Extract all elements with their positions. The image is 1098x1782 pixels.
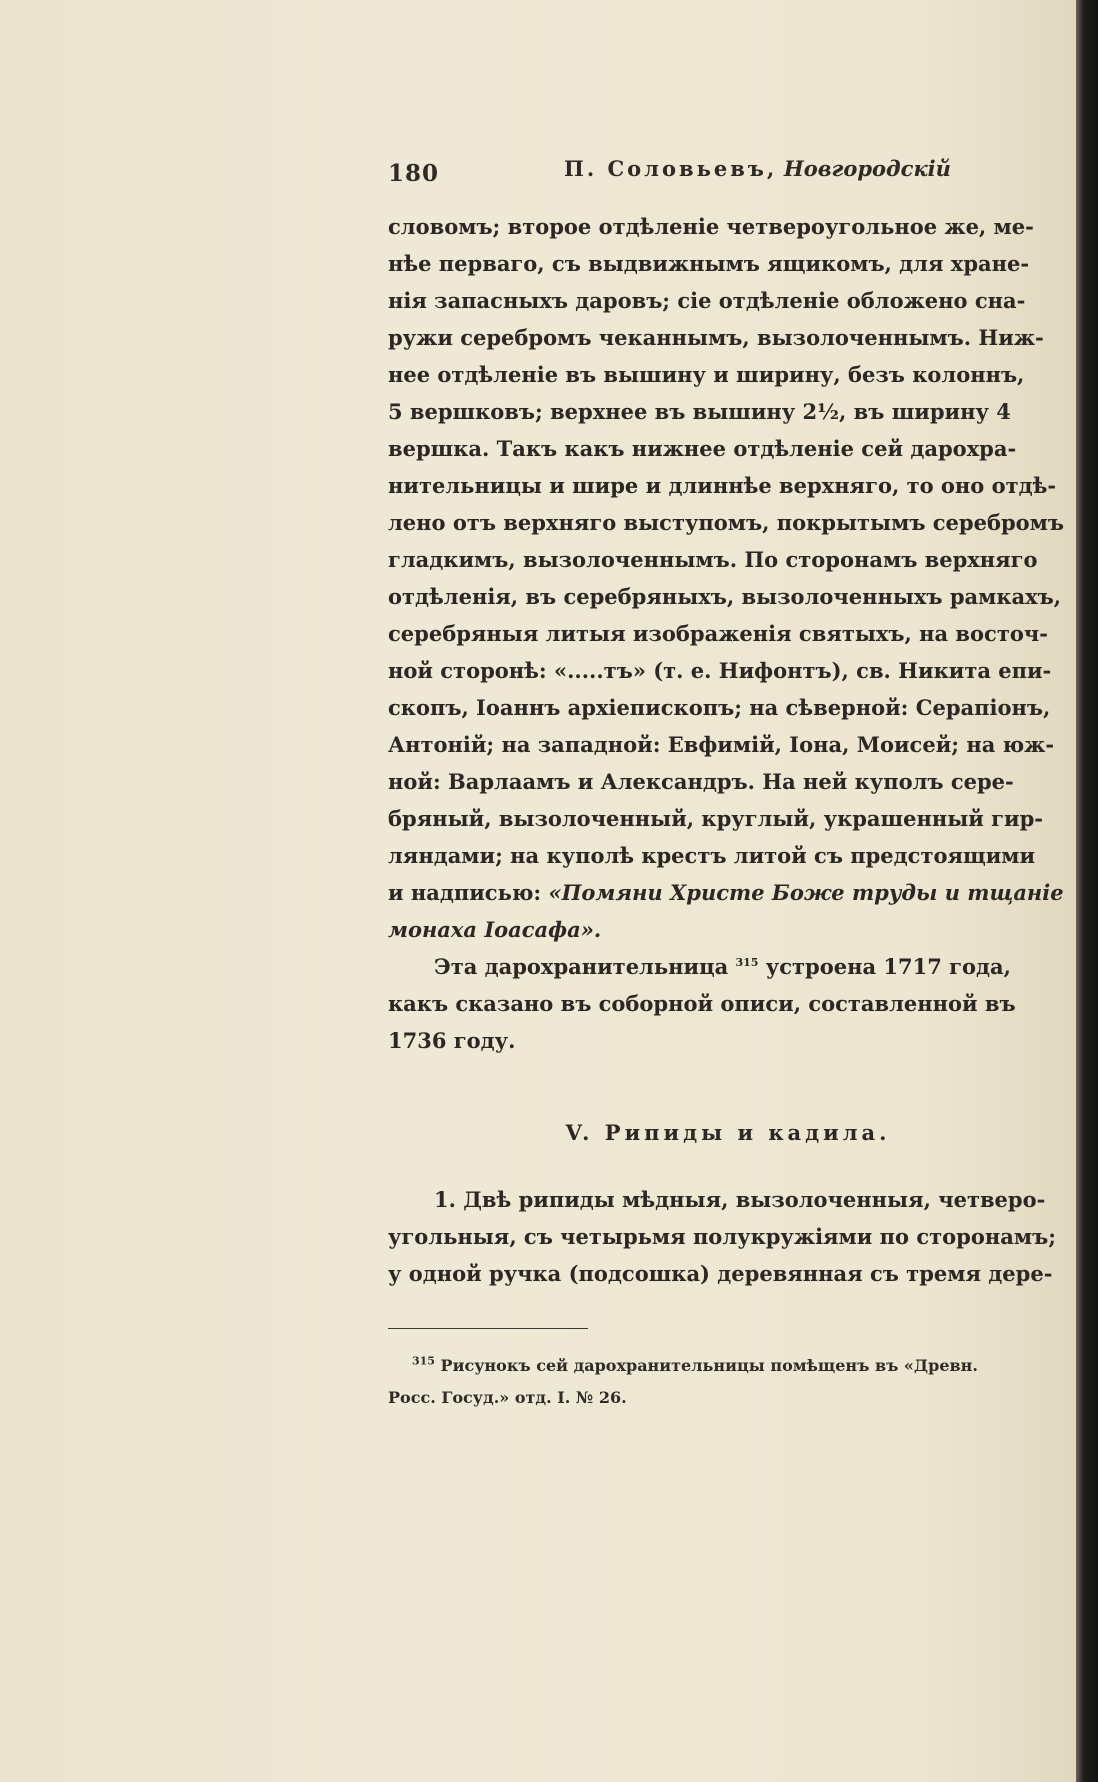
running-head <box>386 150 1066 190</box>
text-line: у одной ручка (подсошка) деревянная съ тремя дере- <box>388 1261 1053 1286</box>
inscription-lead: и надписью: <box>388 880 542 905</box>
text-line: бряный, вызолоченный, круглый, украшенный гир- <box>388 806 1043 831</box>
text-line-with-inscription <box>388 874 1088 911</box>
text-line: 1. Двѣ рипиды мѣдныя, вызолоченныя, четверо- <box>434 1187 1046 1212</box>
text-line: какъ сказано въ соборной описи, составленной въ <box>388 991 1016 1016</box>
text-line: скопъ, Іоаннъ архіепископъ; на сѣверной: Серапіонъ, <box>388 695 1051 720</box>
footnote-reference: 315 <box>735 956 759 969</box>
footnote-text: Рисунокъ сей дарохранительницы помѣщенъ въ «Древн. <box>440 1356 978 1375</box>
text-line: 5 вершковъ; верхнее въ вышину 2½, въ ширину 4 <box>388 399 1011 424</box>
text-line: нія запасныхъ даровъ; сіе отдѣленіе обложено сна- <box>388 288 1026 313</box>
running-title-work: Новгородскій <box>783 156 951 181</box>
text-line: Антоній; на западной: Евфимій, Іона, Моисей; на юж- <box>388 732 1055 757</box>
running-title-author: П. Соловьевъ, <box>564 156 778 181</box>
text-line: ляндами; на куполѣ крестъ литой съ предстоящими <box>388 843 1036 868</box>
text-line: угольныя, съ четырьмя полукружіями по сторонамъ; <box>388 1224 1056 1249</box>
paragraph-start <box>388 948 1088 985</box>
text-line: нительницы и шире и длиннѣе верхняго, то оно отдѣ- <box>388 473 1057 498</box>
footnote-line: Росс. Госуд.» отд. I. № 26. <box>388 1388 627 1407</box>
section-text <box>388 1181 1088 1292</box>
footnote-number: 315 <box>412 1354 435 1368</box>
footnote <box>388 1350 1088 1414</box>
footnote-line <box>388 1350 1088 1382</box>
footnote-divider <box>388 1328 588 1329</box>
page-number: 180 <box>388 160 440 187</box>
text-line: нее отдѣленіе въ вышину и ширину, безъ колоннъ, <box>388 362 1025 387</box>
text-line: гладкимъ, вызолоченнымъ. По сторонамъ верхняго <box>388 547 1038 572</box>
inscription-text: «Помяни Христе Боже труды и тщаніе <box>548 880 1064 905</box>
text-line: лено отъ верхняго выступомъ, покрытымъ серебромъ <box>388 510 1064 535</box>
running-title <box>564 156 951 181</box>
text-line: ной: Варлаамъ и Александръ. На ней куполъ сере- <box>388 769 1014 794</box>
text-line: 1736 году. <box>388 1028 516 1053</box>
section-heading: V. Рипиды и кадила. <box>565 1120 891 1145</box>
text-line: словомъ; второе отдѣленіе четвероугольное же, ме- <box>388 214 1034 239</box>
inscription-text: монаха Іоасафа». <box>388 917 602 942</box>
text-line: ружи серебромъ чеканнымъ, вызолоченнымъ. Ниж- <box>388 325 1044 350</box>
text-line: отдѣленія, въ серебряныхъ, вызолоченныхъ рамкахъ, <box>388 584 1062 609</box>
text-line: ной сторонѣ: «.....тъ» (т. е. Нифонтъ), св. Никита епи- <box>388 658 1052 683</box>
text-line: вершка. Такъ какъ нижнее отдѣленіе сей дарохра- <box>388 436 1017 461</box>
paragraph-text: Эта дарохранительница <box>434 954 729 979</box>
text-line: серебряныя литыя изображенія святыхъ, на восточ- <box>388 621 1048 646</box>
text-line: нѣе перваго, съ выдвижнымъ ящикомъ, для хране- <box>388 251 1030 276</box>
main-text <box>388 208 1088 1059</box>
text-line <box>388 911 1088 948</box>
paragraph-text: устроена 1717 года, <box>765 954 1011 979</box>
